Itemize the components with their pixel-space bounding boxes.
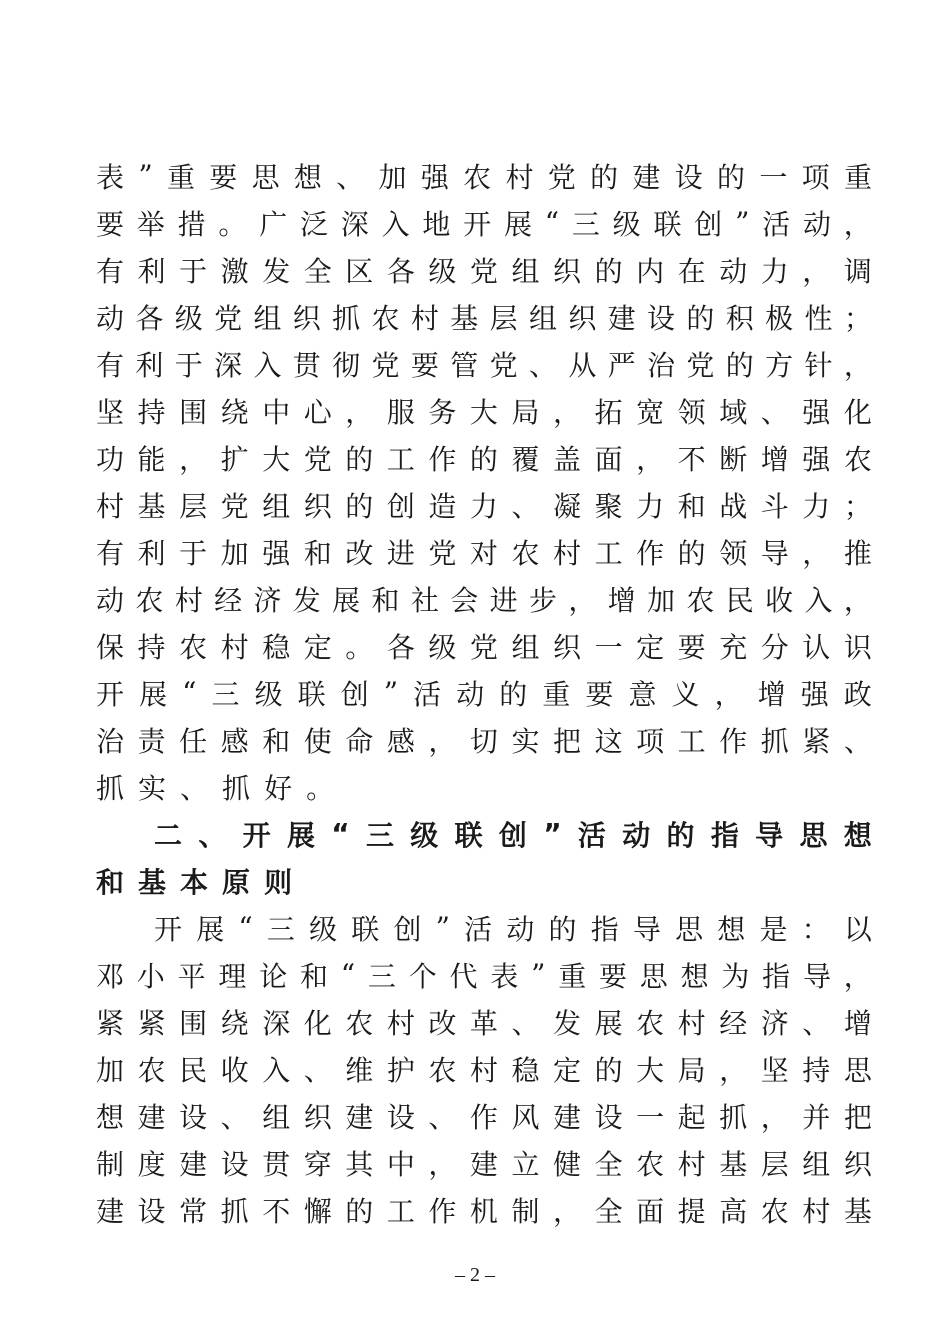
text-line: 邓 小 平 理 论 和 “ 三 个 代 表 ” 重 要 思 想 为 指 导 ， <box>96 958 872 993</box>
text-line: 开 展 “ 三 级 联 创 ” 活 动 的 指 导 思 想 是 ： 以 <box>154 911 872 946</box>
text-line: 治 责 任 感 和 使 命 感 ， 切 实 把 这 项 工 作 抓 紧 、 <box>96 724 872 758</box>
text-line: 建 设 常 抓 不 懈 的 工 作 机 制 ， 全 面 提 高 农 村 基 <box>96 1194 872 1228</box>
text-line: 有 利 于 深 入 贯 彻 党 要 管 党 、 从 严 治 党 的 方 针 ， <box>96 348 872 382</box>
text-line: 保 持 农 村 稳 定 。 各 级 党 组 织 一 定 要 充 分 认 识 <box>96 630 872 664</box>
text-line: 有 利 于 激 发 全 区 各 级 党 组 织 的 内 在 动 力 ， 调 <box>96 254 872 288</box>
text-line: 制 度 建 设 贯 穿 其 中 ， 建 立 健 全 农 村 基 层 组 织 <box>96 1147 872 1181</box>
text-line: 开 展 “ 三 级 联 创 ” 活 动 的 重 要 意 义 ， 增 强 政 <box>96 676 872 711</box>
section-heading-line: 二 、 开 展 “ 三 级 联 创 ” 活 动 的 指 导 思 想 <box>154 817 872 852</box>
text-line: 加 农 民 收 入 、 维 护 农 村 稳 定 的 大 局 ， 坚 持 思 <box>96 1053 872 1087</box>
text-line: 有 利 于 加 强 和 改 进 党 对 农 村 工 作 的 领 导 ， 推 <box>96 536 872 570</box>
text-line: 表 ” 重 要 思 想 、 加 强 农 村 党 的 建 设 的 一 项 重 <box>96 159 872 194</box>
text-line: 动 各 级 党 组 织 抓 农 村 基 层 组 织 建 设 的 积 极 性 ； <box>96 301 872 335</box>
text-line: 想 建 设 、 组 织 建 设 、 作 风 建 设 一 起 抓 ， 并 把 <box>96 1100 872 1134</box>
text-line: 动 农 村 经 济 发 展 和 社 会 进 步 ， 增 加 农 民 收 入 ， <box>96 583 872 617</box>
section-heading-line: 和 基 本 原 则 <box>96 865 293 899</box>
text-line: 抓 实 、 抓 好 。 <box>96 771 335 805</box>
text-line: 功 能 ， 扩 大 党 的 工 作 的 覆 盖 面 ， 不 断 增 强 农 <box>96 442 872 476</box>
page-number: – 2 – <box>455 1264 495 1286</box>
text-line: 要 举 措 。 广 泛 深 入 地 开 展 “ 三 级 联 创 ” 活 动 ， <box>96 206 872 241</box>
text-line: 坚 持 围 绕 中 心 ， 服 务 大 局 ， 拓 宽 领 域 、 强 化 <box>96 395 872 429</box>
document-body <box>96 152 872 1233</box>
text-line: 紧 紧 围 绕 深 化 农 村 改 革 、 发 展 农 村 经 济 、 增 <box>96 1006 872 1040</box>
text-line: 村 基 层 党 组 织 的 创 造 力 、 凝 聚 力 和 战 斗 力 ； <box>96 489 872 523</box>
